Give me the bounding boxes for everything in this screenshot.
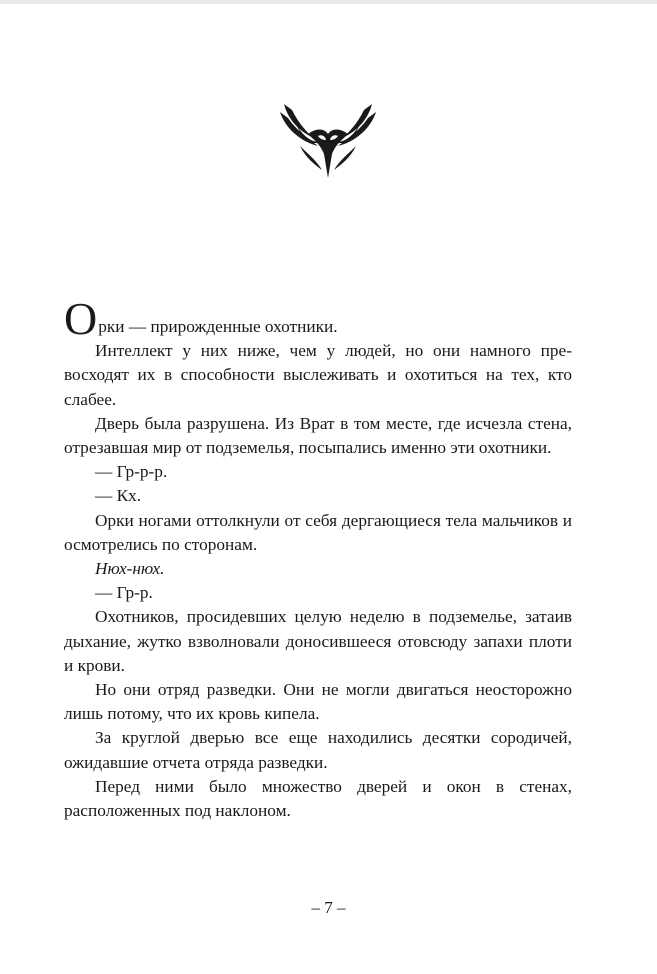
chapter-text [64,293,572,823]
dialogue-line-3: — Гр-р. [95,583,153,603]
paragraph-2: Интеллект у них ниже, чем у людей, но они намного превосходят их в способности выслеживать и охотиться на тех, кто слабее. [64,341,572,409]
paragraph-4: Орки ногами оттолкнули от себя дергающиеся тела мальчиков и осмотрелись по сторонам. [64,510,572,554]
paragraph-7: За круглой дверью все еще находились десятки сородичей, ожидавшие отчета отряда разведки. [64,728,572,772]
dialogue-line-1: — Гр-р-р. [95,462,168,482]
paragraph-6: Но они отряд разведки. Они не могли двигаться неосторожно лишь потому, что их кровь кипела. [64,680,572,724]
paragraph-1: Орки — прирожденные охотники. [64,293,338,344]
tribal-horns-icon [278,98,378,186]
drop-cap: О [64,293,98,344]
paragraph-3: Дверь была разрушена. Из Врат в том месте, где исчезла стена, отрезавшая мир от подземелья, посыпались именно эти охотники. [64,413,572,458]
dialogue-line-2: — Кх. [95,486,142,506]
paragraph-8: Перед ними было множество дверей и окон в стенах, расположенных под наклоном. [64,776,572,821]
sound-effect: Нюх-нюх. [95,559,165,579]
top-edge [0,0,657,4]
page-number: – 7 – [311,898,346,917]
paragraph-5: Охотников, просидевших целую неделю в подземелье, затаив дыхание, жутко взволновали доносившееся отовсюду запахи плоти и крови. [64,607,572,675]
